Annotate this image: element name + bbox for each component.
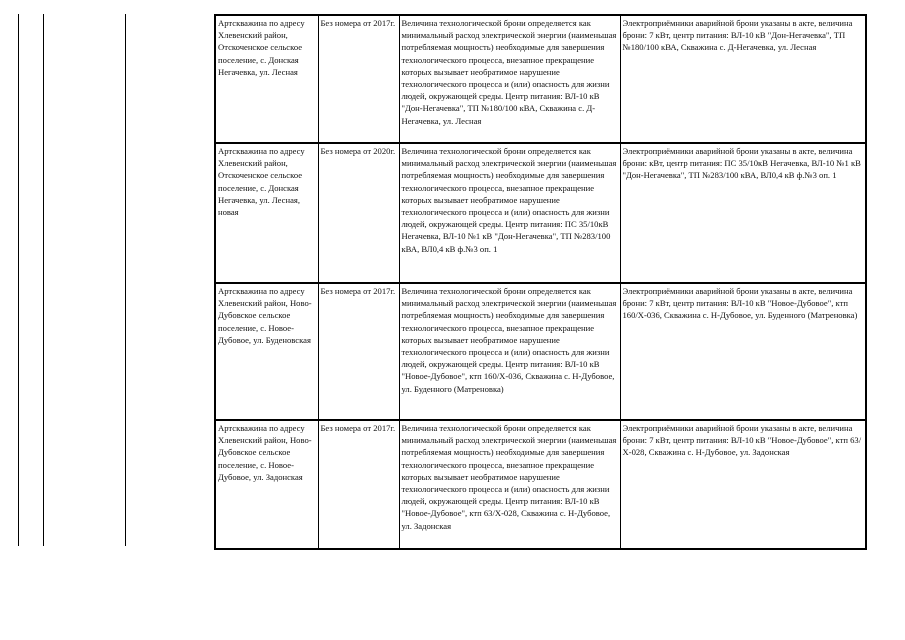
reserve-cell: Электроприёмники аварийной брони указаны в акте, величина брони: кВт, центр питания: ПС 35/10кВ Негачевка, ВЛ-10 №1 кВ "Дон-Негачевка", ТП №283/100 кВА, ВЛ0,4 кВ ф.№3 оп. 1 [620, 143, 866, 283]
left-column-border-1 [18, 14, 19, 546]
act-cell: Без номера от 2017г. [318, 420, 399, 549]
object-cell: Артскважина по адресу Хлевенский район, Ново-Дубовское сельское поселение, с. Новое-Дубовое, ул. Задонская [215, 420, 318, 549]
object-cell: Артскважина по адресу Хлевенский район, Отскоченское сельское поселение, с. Донская Негачевка, ул. Лесная [215, 15, 318, 143]
act-cell: Без номера от 2017г. [318, 283, 399, 420]
table-row [215, 143, 866, 283]
left-column-border-3 [125, 14, 126, 546]
justification-cell: Величина технологической брони определяется как минимальный расход электрической энергии (наименьшая потребляемая мощность) необходимые для завершения технологического процесса, внезапное прекращение которых вызывает необратимое нарушение технологического процесса и (или) опасность для жизни людей, окружающей среды. Центр питания: ВЛ-10 кВ "Новое-Дубовое", ктп 63/Х-028, Скважина с. Н-Дубовое, ул. Задонская [399, 420, 620, 549]
object-cell: Артскважина по адресу Хлевенский район, Ново-Дубовское сельское поселение, с. Новое-Дубовое, ул. Буденовская [215, 283, 318, 420]
act-cell: Без номера от 2017г. [318, 15, 399, 143]
left-column-border-2 [43, 14, 44, 546]
reserve-cell: Электроприёмники аварийной брони указаны в акте, величина брони: 7 кВт, центр питания: ВЛ-10 кВ "Новое-Дубовое", ктп 63/Х-028, Скважина с. Н-Дубовое, ул. Задонская [620, 420, 866, 549]
reserve-cell: Электроприёмники аварийной брони указаны в акте, величина брони: 7 кВт, центр питания: ВЛ-10 кВ "Дон-Негачевка", ТП №180/100 кВА, Скважина с. Д-Негачевка, ул. Лесная [620, 15, 866, 143]
act-cell: Без номера от 2020г. [318, 143, 399, 283]
table-row [215, 420, 866, 549]
object-cell: Артскважина по адресу Хлевенский район, Отскоченское сельское поселение, с. Донская Негачевка, ул. Лесная, новая [215, 143, 318, 283]
justification-cell: Величина технологической брони определяется как минимальный расход электрической энергии (наименьшая потребляемая мощность) необходимые для завершения технологического процесса, внезапное прекращение которых вызывает необратимое нарушение технологического процесса и (или) опасность для жизни людей, окружающей среды. Центр питания: ВЛ-10 кВ "Дон-Негачевка", ТП №180/100 кВА, Скважина с. Д-Негачевка, ул. Лесная [399, 15, 620, 143]
justification-cell: Величина технологической брони определяется как минимальный расход электрической энергии (наименьшая потребляемая мощность) необходимые для завершения технологического процесса, внезапное прекращение которых вызывает необратимое нарушение технологического процесса и (или) опасность для жизни людей, окружающей среды. Центр питания: ПС 35/10кВ Негачевка, ВЛ-10 №1 кВ "Дон-Негачевка", ТП №283/100 кВА, ВЛ0,4 кВ ф.№3 оп. 1 [399, 143, 620, 283]
table-row [215, 283, 866, 420]
justification-cell: Величина технологической брони определяется как минимальный расход электрической энергии (наименьшая потребляемая мощность) необходимые для завершения технологического процесса, внезапное прекращение которых вызывает необратимое нарушение технологического процесса и (или) опасность для жизни людей, окружающей среды. Центр питания: ВЛ-10 кВ "Новое-Дубовое", ктп 160/Х-036, Скважина с. Н-Дубовое, ул. Буденного (Матреновка) [399, 283, 620, 420]
reserve-cell: Электроприёмники аварийной брони указаны в акте, величина брони: 7 кВт, центр питания: ВЛ-10 кВ "Новое-Дубовое", ктп 160/Х-036, Скважина с. Н-Дубовое, ул. Буденного (Матреновка) [620, 283, 866, 420]
table-row [215, 15, 866, 143]
reserve-table [214, 14, 867, 550]
